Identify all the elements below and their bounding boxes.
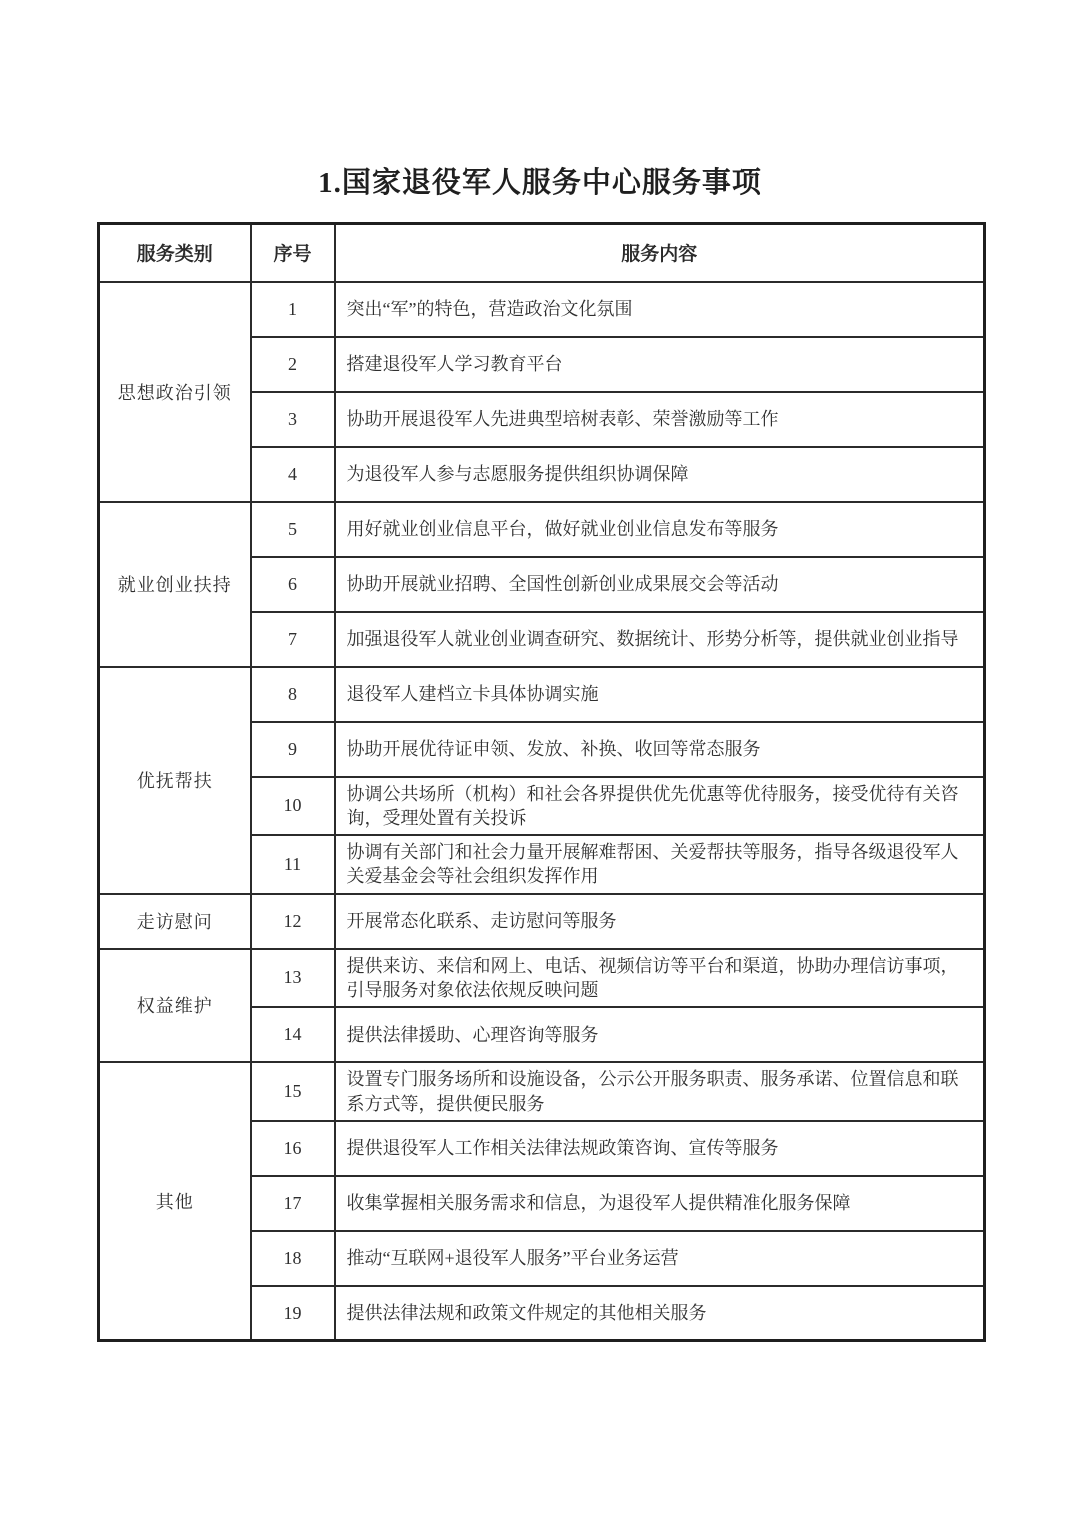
service-items-table <box>97 222 986 1342</box>
category-cell: 优抚帮扶 <box>99 667 251 894</box>
row-no: 15 <box>251 1062 335 1121</box>
row-no: 5 <box>251 502 335 557</box>
row-content: 设置专门服务场所和设施设备，公示公开服务职责、服务承诺、位置信息和联系方式等，提供便民服务 <box>335 1062 985 1121</box>
row-content: 收集掌握相关服务需求和信息，为退役军人提供精准化服务保障 <box>335 1176 985 1231</box>
row-no: 12 <box>251 894 335 949</box>
row-content: 搭建退役军人学习教育平台 <box>335 337 985 392</box>
row-content: 协助开展优待证申领、发放、补换、收回等常态服务 <box>335 722 985 777</box>
row-no: 16 <box>251 1121 335 1176</box>
header-no: 序号 <box>251 224 335 282</box>
row-no: 13 <box>251 949 335 1008</box>
table-row <box>99 949 985 1008</box>
row-content: 提供法律法规和政策文件规定的其他相关服务 <box>335 1286 985 1341</box>
row-no: 2 <box>251 337 335 392</box>
table-row <box>99 1062 985 1121</box>
table-row <box>99 894 985 949</box>
category-cell: 走访慰问 <box>99 894 251 949</box>
row-content: 协调有关部门和社会力量开展解难帮困、关爱帮扶等服务，指导各级退役军人关爱基金会等社会组织发挥作用 <box>335 835 985 894</box>
row-no: 4 <box>251 447 335 502</box>
row-no: 3 <box>251 392 335 447</box>
row-content: 为退役军人参与志愿服务提供组织协调保障 <box>335 447 985 502</box>
category-cell: 其他 <box>99 1062 251 1341</box>
row-content: 突出“军”的特色，营造政治文化氛围 <box>335 282 985 337</box>
category-cell: 就业创业扶持 <box>99 502 251 667</box>
row-no: 10 <box>251 777 335 836</box>
row-content: 协调公共场所（机构）和社会各界提供优先优惠等优待服务，接受优待有关咨询，受理处置有关投诉 <box>335 777 985 836</box>
row-no: 9 <box>251 722 335 777</box>
category-cell: 权益维护 <box>99 949 251 1063</box>
row-no: 8 <box>251 667 335 722</box>
header-content: 服务内容 <box>335 224 985 282</box>
table-header-row <box>99 224 985 282</box>
row-no: 11 <box>251 835 335 894</box>
row-no: 14 <box>251 1007 335 1062</box>
row-no: 6 <box>251 557 335 612</box>
row-no: 19 <box>251 1286 335 1341</box>
row-content: 推动“互联网+退役军人服务”平台业务运营 <box>335 1231 985 1286</box>
row-content: 协助开展就业招聘、全国性创新创业成果展交会等活动 <box>335 557 985 612</box>
table-row <box>99 502 985 557</box>
row-content: 退役军人建档立卡具体协调实施 <box>335 667 985 722</box>
header-category: 服务类别 <box>99 224 251 282</box>
row-content: 提供法律援助、心理咨询等服务 <box>335 1007 985 1062</box>
row-content: 用好就业创业信息平台，做好就业创业信息发布等服务 <box>335 502 985 557</box>
row-no: 17 <box>251 1176 335 1231</box>
row-no: 1 <box>251 282 335 337</box>
row-no: 18 <box>251 1231 335 1286</box>
row-content: 提供退役军人工作相关法律法规政策咨询、宣传等服务 <box>335 1121 985 1176</box>
page-title: 1.国家退役军人服务中心服务事项 <box>318 167 762 199</box>
row-no: 7 <box>251 612 335 667</box>
table-row <box>99 667 985 722</box>
row-content: 加强退役军人就业创业调查研究、数据统计、形势分析等，提供就业创业指导 <box>335 612 985 667</box>
row-content: 提供来访、来信和网上、电话、视频信访等平台和渠道，协助办理信访事项，引导服务对象依法依规反映问题 <box>335 949 985 1008</box>
row-content: 开展常态化联系、走访慰问等服务 <box>335 894 985 949</box>
row-content: 协助开展退役军人先进典型培树表彰、荣誉激励等工作 <box>335 392 985 447</box>
table-row <box>99 282 985 337</box>
category-cell: 思想政治引领 <box>99 282 251 502</box>
